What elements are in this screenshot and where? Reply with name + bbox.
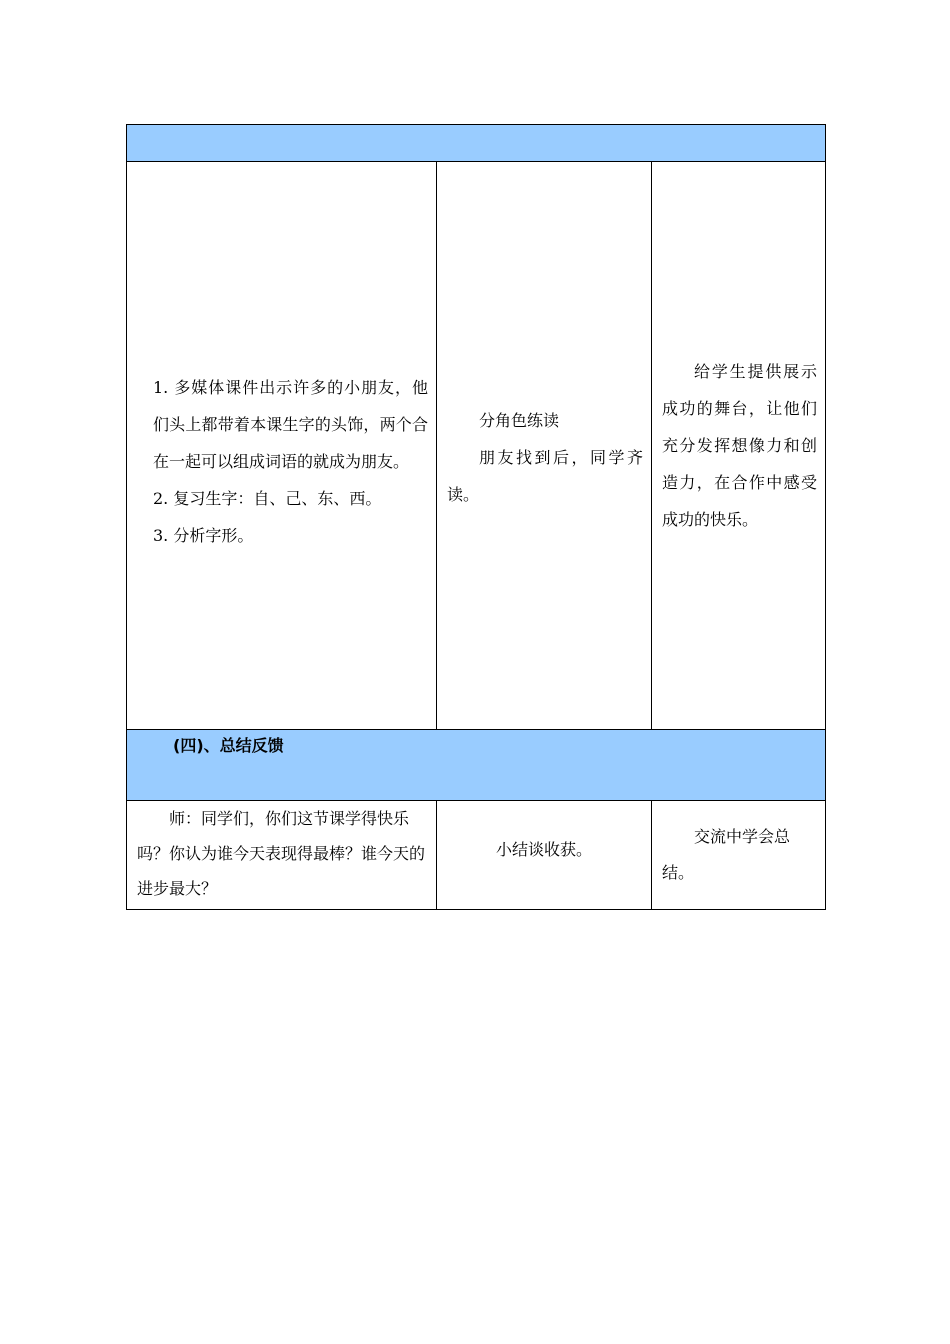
section-band	[127, 730, 826, 801]
student-activity-cell	[437, 162, 652, 730]
teacher-activity-text	[127, 337, 436, 554]
student-activity-text	[437, 378, 651, 513]
summary-teacher-text	[127, 801, 436, 906]
summary-student-cell	[437, 801, 652, 910]
student-activity-line: 分角色练读	[479, 411, 560, 430]
section-band-row	[127, 730, 826, 801]
design-intent-cell	[652, 162, 826, 730]
activity-row	[127, 162, 826, 730]
student-activity-line: 朋友找到后，同学齐读。	[447, 448, 643, 504]
summary-student-text: 小结谈收获。	[495, 840, 592, 859]
section-heading: (四)、总结反馈	[173, 736, 284, 755]
lesson-plan-table	[126, 124, 826, 910]
summary-intent-cell	[652, 801, 826, 910]
list-item: 2. 复习生字：自、己、东、西。	[153, 489, 382, 508]
teacher-activity-cell	[127, 162, 437, 730]
list-item: 1. 多媒体课件出示许多的小朋友，他们头上都带着本课生字的头饰，两个合在一起可以组成词语的就成为朋友。	[153, 378, 428, 471]
summary-intent-text: 交流中学会总结。	[662, 827, 791, 882]
header-band-row	[127, 125, 826, 162]
design-intent-text	[652, 353, 825, 538]
design-intent-paragraph: 给学生提供展示成功的舞台，让他们充分发挥想像力和创造力，在合作中感受成功的快乐。	[662, 362, 818, 529]
header-band	[127, 125, 826, 162]
summary-row	[127, 801, 826, 910]
summary-teacher-paragraph: 师：同学们，你们这节课学得快乐吗？你认为谁今天表现得最棒？谁今天的进步最大？	[137, 809, 426, 898]
list-item: 3. 分析字形。	[153, 526, 254, 545]
summary-teacher-cell	[127, 801, 437, 910]
